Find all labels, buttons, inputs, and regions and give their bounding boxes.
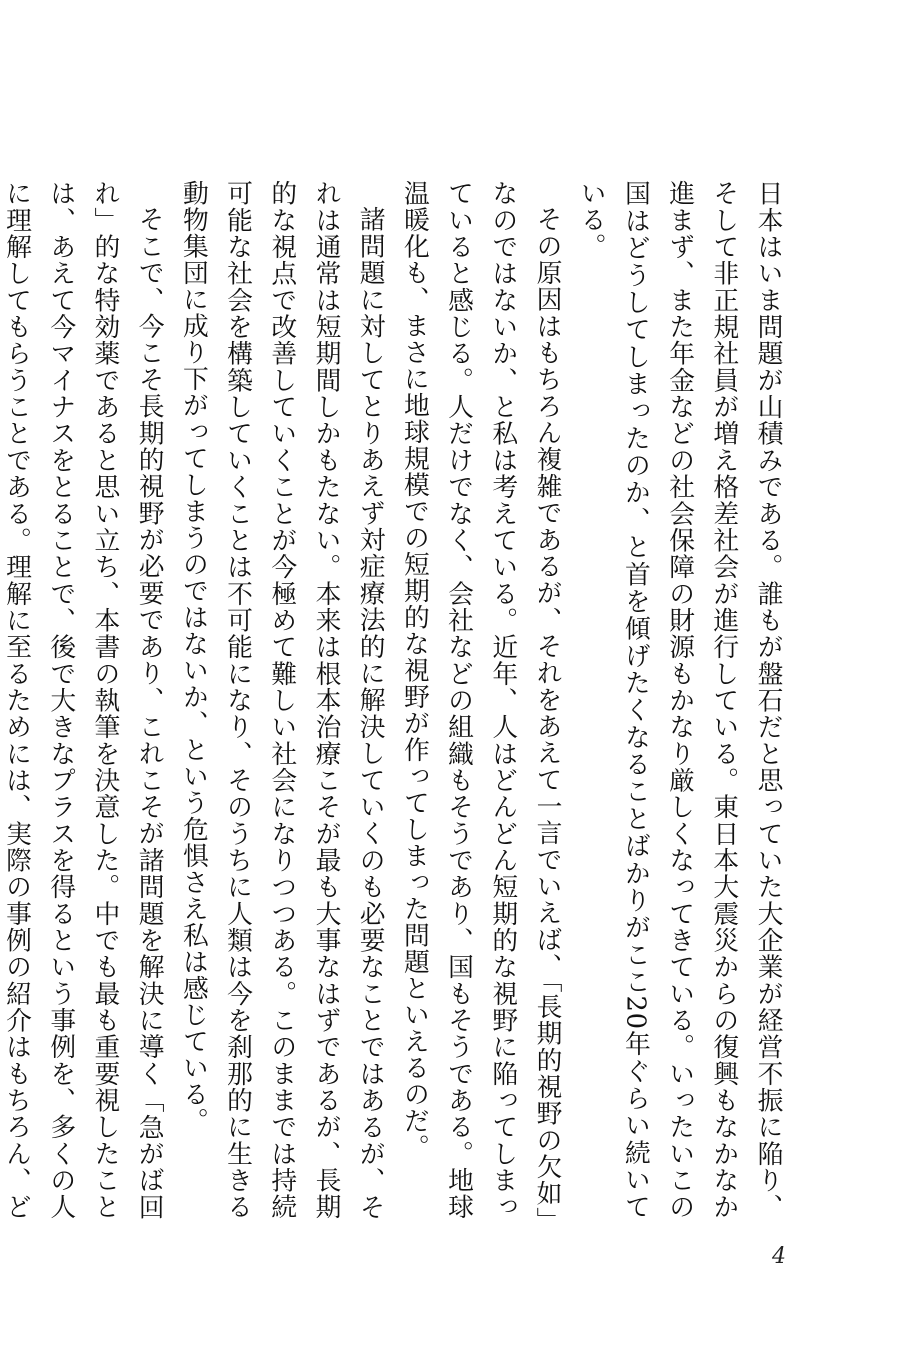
- paragraph-3: 諸問題に対してとりあえず対症療法的に解決していくのも必要なことではあるが、それは通常は短期間しかもたない。本来は根本治療こそが最も大事なはずであるが、長期的な視点で改善していくことが今極めて難しい社会になりつつある。このままでは持続可能な社会を構築していくことは不可能になり、そのうちに人類は今を刹那的に生きる動物集団に成り下がってしまうのではないか、という危惧さえ私は感じている。: [178, 180, 386, 1220]
- paragraph-2: その原因はもちろん複雑であるが、それをあえて一言でいえば、「長期的視野の欠如」なのではないか、と私は考えている。近年、人はどんどん短期的な視野に陥ってしまっていると感じる。人だけでなく、会社などの組織もそうであり、国もそうである。地球温暖化も、まさに地球規模での短期的な視野が作ってしまった問題といえるのだ。: [399, 180, 562, 1220]
- page-number: 4: [772, 1244, 786, 1269]
- paragraph-1: 日本はいま問題が山積みである。誰もが盤石だと思っていた大企業が経営不振に陥り、そして非正規社員が増え格差社会が進行している。東日本大震災からの復興もなかなか進まず、また年金などの社会保障の財源もかなり厳しくなってきている。いったいこの国はどうしてしまったのか、と首を傾げたくなることばかりがここ20年ぐらい続いている。: [576, 180, 783, 1220]
- vertical-text-body: [1, 180, 790, 1220]
- paragraph-4: そこで、今こそ長期的視野が必要であり、これこそが諸問題を解決に導く「急がば回れ」的な特効薬であると思い立ち、本書の執筆を決意した。中でも最も重要視したことは、あえて今マイナスをとることで、後で大きなプラスを得るという事例を、多くの人に理解してもらうことである。理解に至るためには、実際の事例の紹介はもちろん、ど: [1, 180, 165, 1220]
